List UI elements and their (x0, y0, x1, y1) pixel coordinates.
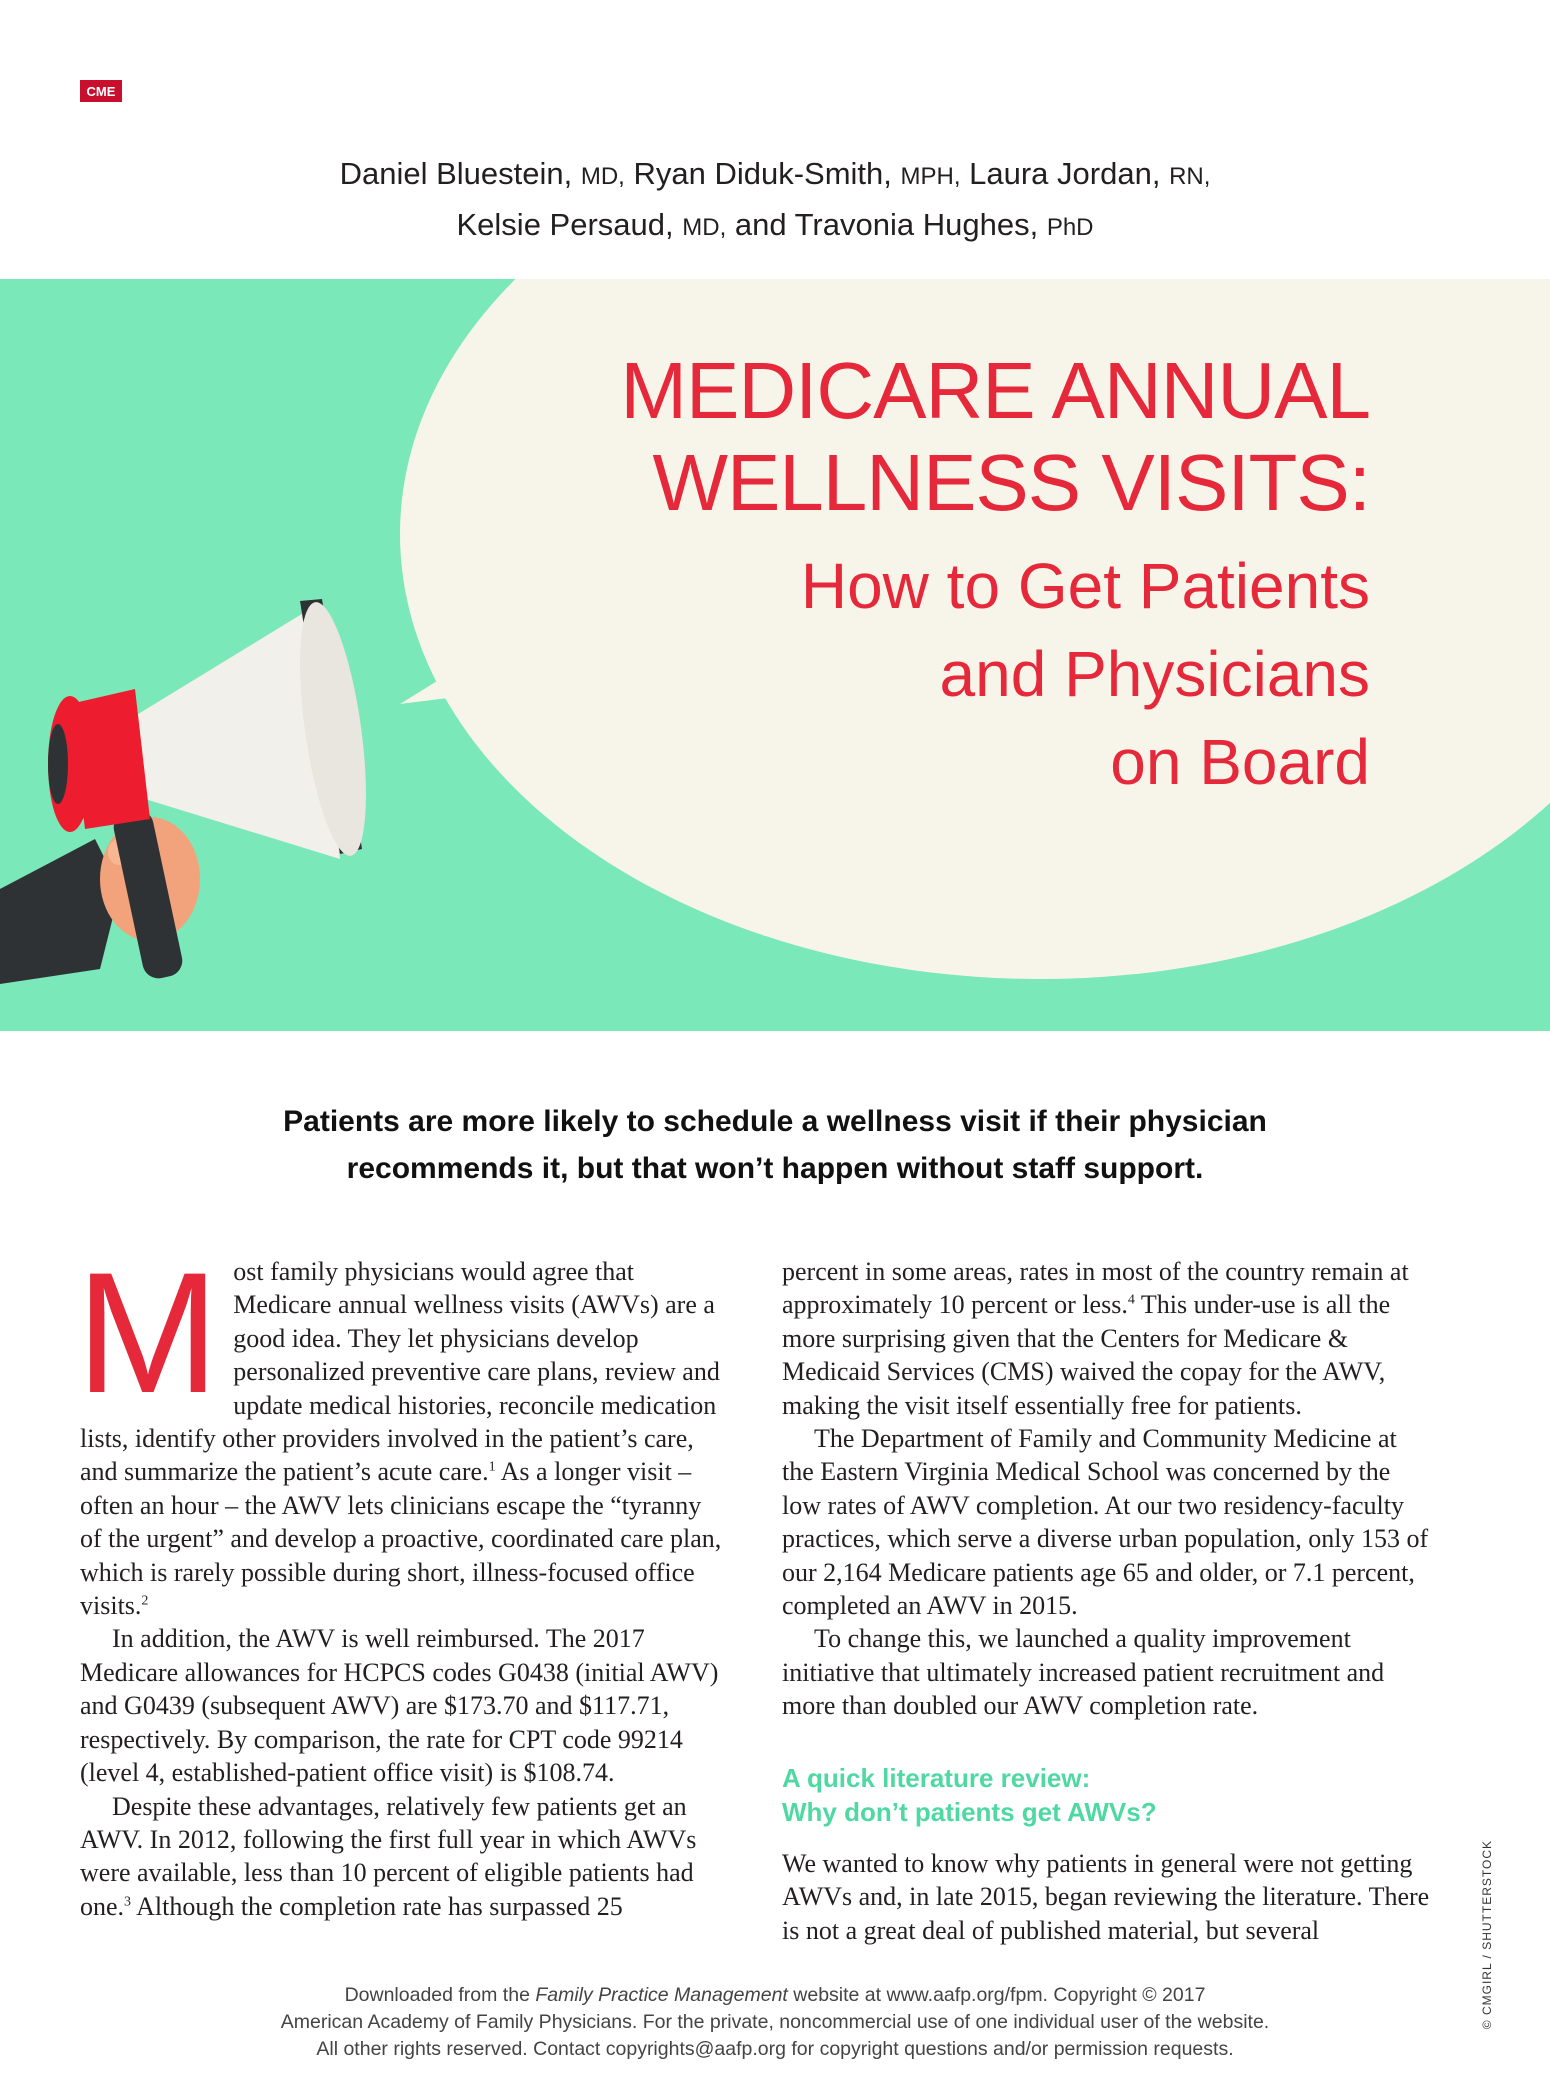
publication-name: Family Practice Management (535, 1984, 788, 2006)
paragraph-text: As a longer visit – often an hour – the AWV lets clinicians escape the “tyranny of the urgent” and develop a proactive, coordinated care plan, which is rarely possible during short, illness-focused office visits. (80, 1457, 722, 1621)
author-credential: RN, (1169, 163, 1211, 190)
reference-marker: 2 (141, 1593, 149, 1609)
paragraph-text: This under-use is all the more surprising given that the Centers for Medicare & Medicaid Services (CMS) waived the copay for the AWV, making the visit itself essentially free for patients. (782, 1290, 1391, 1420)
body-column-right (782, 1255, 1432, 1947)
footer-text: website at www.aafp.org/fpm. Copyright © 2017 (787, 1984, 1206, 2006)
article-deck (120, 1098, 1430, 1192)
author-name: and Travonia Hughes, (734, 207, 1039, 242)
author-credential: MD, (580, 163, 625, 190)
deck-line: recommends it, but that won’t happen without staff support. (346, 1152, 1204, 1185)
paragraph-text: Although the completion rate has surpassed 25 (131, 1891, 623, 1921)
author-credential: MPH, (900, 163, 961, 190)
author-name: Laura Jordan, (969, 156, 1161, 191)
footer-line: American Academy of Family Physicians. For the private, noncommercial use of one individual user of the website. (280, 2011, 1270, 2033)
paragraph-text: Despite these advantages, relatively few patients get an AWV. In 2012, following the first full year in which AWVs were available, less than 10 percent of eligible patients had one. (80, 1791, 697, 1921)
author-credential: PhD (1046, 214, 1094, 241)
paragraph-text: percent in some areas, rates in most of the country remain at approximately 10 percent or less. (782, 1257, 1409, 1320)
sleeve (0, 839, 120, 984)
author-line-2 (0, 201, 1550, 252)
paragraph-text: ost family physicians would agree that Medicare annual wellness visits (AWVs) are a good idea. They let physicians develop personalized preventive care plans, review and update medical histories, reconcile medication lists, identify other providers involved in the patient’s care, and summarize the patient’s acute care. (80, 1257, 720, 1487)
paragraph: We wanted to know why patients in general were not getting AWVs and, in late 2015, began reviewing the literature. There is not a great deal of published material, but several (782, 1848, 1430, 1945)
paragraph (782, 1255, 1432, 1422)
footer-line (0, 1982, 1550, 2009)
drop-cap: M (76, 1237, 220, 1429)
footer-text: Downloaded from the (344, 1984, 536, 2006)
reference-marker: 4 (1127, 1292, 1135, 1308)
body-column-left (76, 1237, 725, 1923)
photo-credit (1480, 1840, 1494, 2040)
section-heading (782, 1761, 1432, 1829)
subtitle-line: on Board (1110, 726, 1370, 798)
paragraph: In addition, the AWV is well reimbursed. The 2017 Medicare allowances for HCPCS codes G0438 (initial AWV) and G0439 (subsequent AWV) are $173.70 and $117.71, respectively. By comparison, the rate for CPT code 99214 (level 4, established-patient office visit) is $108.74. (80, 1624, 719, 1788)
megaphone-back-cap (48, 724, 68, 804)
article-title (470, 345, 1370, 805)
title-line: MEDICARE ANNUAL (620, 346, 1370, 435)
paragraph (76, 1237, 725, 1622)
author-credential: MD, (682, 214, 727, 241)
paragraph: To change this, we launched a quality improvement initiative that ultimately increased patient recruitment and more than doubled our AWV completion rate. (782, 1624, 1385, 1721)
reference-marker: 3 (124, 1894, 132, 1910)
author-line-1 (0, 150, 1550, 201)
section-heading-line: A quick literature review: (782, 1762, 1091, 1793)
reference-marker: 1 (488, 1459, 496, 1475)
author-name: Kelsie Persaud, (456, 207, 674, 242)
copyright-footer (0, 1982, 1550, 2063)
paragraph (80, 1790, 725, 1924)
cme-badge: CME (80, 80, 122, 102)
paragraph: The Department of Family and Community Medicine at the Eastern Virginia Medical School was concerned by the low rates of AWV completion. At our two residency-faculty practices, which serve a diverse urban population, only 153 of our 2,164 Medicare patients age 65 and older, or 7.1 percent, completed an AWV in 2015. (782, 1424, 1429, 1621)
title-line: WELLNESS VISITS: (652, 438, 1370, 527)
section-heading-line: Why don’t patients get AWVs? (782, 1796, 1157, 1827)
subtitle-line: and Physicians (939, 638, 1370, 710)
photo-credit-text: © CMGIRL / SHUTTERSTOCK (1480, 1840, 1494, 2030)
deck-line: Patients are more likely to schedule a wellness visit if their physician (283, 1105, 1267, 1138)
author-name: Ryan Diduk-Smith, (633, 156, 892, 191)
author-byline (0, 150, 1550, 252)
footer-line: All other rights reserved. Contact copyrights@aafp.org for copyright questions and/or permission requests. (316, 2038, 1234, 2060)
subtitle-line: How to Get Patients (800, 550, 1370, 622)
author-name: Daniel Bluestein, (339, 156, 573, 191)
